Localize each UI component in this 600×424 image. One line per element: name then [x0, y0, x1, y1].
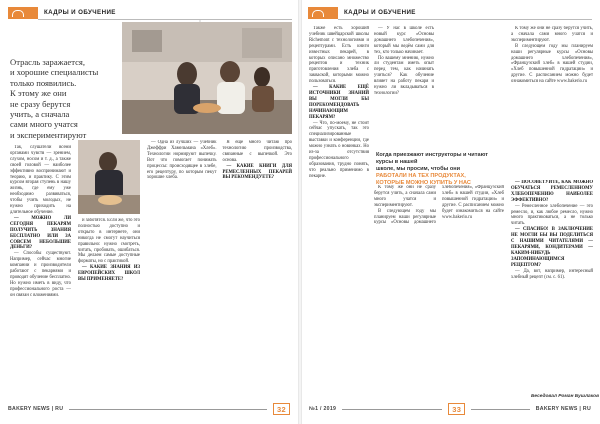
text-column-middle	[374, 185, 504, 398]
paragraph: — Способы существуют. Например, сейчас многие компании и производители работают с пекарнями и проводят обучение бесплатно. Но нужно иметь в виду, что профессионального роста — он связан с вложениями.	[10, 251, 71, 298]
text-column-2	[78, 218, 140, 398]
interview-question: — КАКИЕ ЕЩЁ ИСТОЧНИКИ ЗНАНИЙ ВЫ МОГЛИ БЫ ПОРЕКОМЕНДОВАТЬ НАЧИНАЮЩИМ ПЕКАРЯМ?	[309, 85, 369, 120]
left-page	[0, 0, 299, 424]
text-column-1	[309, 26, 369, 398]
paragraph: В следующем году мы планируем наши регулярные курсы «Основы домашнего хлебопечения», «Французский хлеб» в нашей студии, «Хлеб повышенной гидратации» и другие. С расписанием можно будет ознакомиться на сайте www.bakerio.ru	[374, 185, 504, 226]
section-title: КАДРЫ И ОБУЧЕНИЕ	[38, 7, 292, 20]
highlight-line: РАБОТАЛИ НА ТЕХ ПРОДУКТАХ,	[376, 173, 466, 179]
paragraph: и заботятся. Если же, что это полностью доступно и открыто в интернете, они никогда не смогут научиться правильно: нужно смотреть, читать, пробовать, ошибаться. Мы делаем самые доступные форматы, но с практикой.	[78, 218, 140, 265]
interview-question: — МОЖНО ЛИ СЕГОДНЯ ПЕКАРЯМ ПОЛУЧИТЬ ЗНАНИЯ БЕСПЛАТНО ИЛИ ЗА СОВСЕМ НЕБОЛЬШИЕ ДЕНЬГИ?	[10, 215, 71, 251]
section-title: КАДРЫ И ОБУЧЕНИЕ	[338, 7, 592, 20]
paragraph: В следующем году мы планируем наши регулярные курсы «Основы домашнего хлебопечения», «Французский хлеб» в нашей студии, «Хлеб повышенной гидратации» и другие. С расписанием можно будет ознакомиться на сайте www.bakerio.ru	[511, 43, 593, 85]
paragraph: К тому же они не сразу берутся учить, а сначала сами много учатся и экспериментируют.	[511, 26, 593, 43]
paragraph: К тому же они не сразу берутся учить, а сначала сами много учатся и экспериментируют.	[374, 185, 436, 208]
pull-quote-line: только появились.	[10, 77, 77, 88]
text-column-3	[511, 26, 593, 176]
page-footer	[309, 403, 591, 415]
page-number: 32	[273, 403, 290, 415]
footer-publication: BAKERY NEWS | RU	[535, 406, 591, 412]
highlight-line: КОТОРЫЕ МОЖНО КУПИТЬ У НАС	[376, 180, 471, 186]
paragraph: По вашему мнению, нужно ли студентам иметь опыт перед тем, как начинать учиться? Как обучение влияет на работу пекаря и нужно ли вкладываться в технологии?	[374, 55, 434, 96]
interview-question: — КАКИЕ КНИГИ ДЛЯ РЕМЕСЛЕННЫХ ПЕКАРЕЙ ВЫ РЕКОМЕНДУЕТЕ?	[222, 163, 292, 181]
paragraph: Я ещё много читаю про технологию производства, связанные с выпечкой. Это основа.	[222, 140, 292, 163]
interviewer-signature: Беседовал Роман Бушлаков	[531, 394, 599, 399]
text-column-1	[10, 145, 71, 398]
interview-question: — СПАСИБО! В ЗАКЛЮЧЕНИЕ НЕ МОГЛИ БЫ ВЫ ПОДЕЛИТЬСЯ С НАШИМИ ЧИТАТЕЛЯМИ — ПЕКАРЯМИ, КОНДИТЕРАМИ — КАКИМ-НИБУДЬ ЗАПОМИНАЮЩИМСЯ РЕЦЕПТОМ?	[511, 227, 593, 268]
footer-issue: №1 / 2019	[309, 406, 337, 412]
pull-quote-line: сами много учатся	[10, 119, 78, 130]
section-header	[308, 7, 592, 19]
paragraph: Также есть хороший учебник швейцарской школы Richemont с технологиями и рецептурами. Есть книги известных пекарей, в которых описано множество рецептов и техник приготовления хлеба с закваской, которыми можно пользоваться.	[309, 26, 369, 85]
pull-quote-line: и экспериментируют	[10, 129, 87, 140]
text-column-4	[511, 180, 593, 392]
bakery-workshop-photo	[122, 22, 292, 134]
footer-publication: BAKERY NEWS | RU	[8, 406, 64, 412]
paragraph: — Одна из лучших — учебник Джеффри Хамельмана «Хлеб». Технологии нормируют выпечку. Вот что помогает понимать процессы: происходящее в хлебе, его рецептуру, по которым пекут хорошие хлеба.	[147, 140, 217, 181]
pull-quote-line: не сразу берутся	[10, 98, 71, 109]
pull-quote-line: К этому же они	[10, 88, 67, 99]
footer-rule	[471, 409, 530, 410]
bakery-logo-icon	[8, 7, 38, 19]
paragraph: — Ремесленное хлебопечение — это ремесло, и, как любое ремесло, нужно много практиковаться, а не только читать.	[511, 203, 593, 227]
section-header	[8, 7, 292, 19]
interview-question: — ПОСОВЕТУЙТЕ, КАК МОЖНО ОБУЧАТЬСЯ РЕМЕСЛЕННОМУ ХЛЕБОПЕЧЕНИЮ НАИБОЛЕЕ ЭФФЕКТИВНО?	[511, 180, 593, 203]
bakery-logo-icon	[308, 7, 338, 19]
paragraph: — У нас в школе есть новый курс «Основы домашнего хлебопечения», который мы ведём сами для тех, кто только начинает.	[374, 26, 434, 55]
highlight-line: Когда приезжают инструкторы и читают курсы в нашей	[376, 152, 488, 165]
paragraph: — Что, по-моему, не стоит сейчас упускать, так это специализированные выставки и конференции, где можно узнать о новинках. Но из-за отсутствия профессионального образования, трудно понять, что реально применимо в пекарне.	[309, 120, 369, 179]
interview-question: — КАКИЕ ЗНАНИЯ ИЗ ЕВРОПЕЙСКИХ ШКОЛ ВЫ ПРИМЕНЯЕТЕ?	[78, 265, 140, 283]
pull-quote-line: Отрасль заражается,	[10, 57, 86, 67]
text-column-3	[147, 140, 292, 398]
right-page	[301, 0, 600, 424]
paragraph: — Да, вот, например, интересный хлебный рецепт (см. с. 61).	[511, 268, 593, 280]
page-number: 33	[448, 403, 465, 415]
highlight-line: школе, мы просим, чтобы они	[376, 166, 461, 172]
footer-rule	[342, 409, 442, 410]
pull-quote-line: учить, а сначала	[10, 109, 70, 120]
dough-workshop-photo	[78, 140, 140, 214]
text-column-2	[374, 26, 434, 146]
footer-rule	[69, 409, 267, 410]
page-footer	[8, 403, 290, 415]
pull-quote	[10, 57, 135, 140]
pull-quote-line: и хорошие специалисты	[10, 67, 99, 78]
highlight-quote	[376, 152, 506, 187]
paragraph: Так, слушатели всеми органами чувств — зрением, слухом, носом и т. д., а также своей головой — наиболее эффективно воспринимают и теорию, и практику. С этим курсом вторая ступень в нашу жизнь, где ему уже необходимо развиваться, чтобы учить молодых, не нужно приходить на длительное обучение.	[10, 145, 71, 215]
